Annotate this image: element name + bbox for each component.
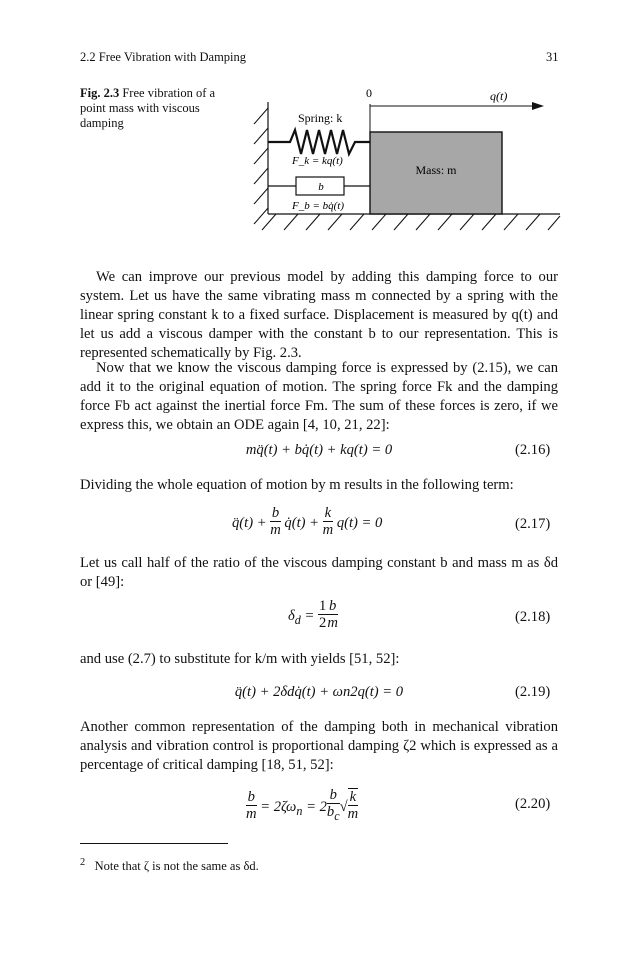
origin-label: 0 [366, 86, 372, 100]
equation-2-19: q̈(t) + 2δdq̇(t) + ωn2q(t) = 0 [234, 684, 404, 700]
mass-label: Mass: m [415, 163, 457, 177]
equation-2-20: $\frac{b}{m}$ = $2\zeta\omega_n = 2$ $\frac{b}{b_c}$ √ $\frac{k}{m}$ [246, 787, 359, 823]
footnote-rule [80, 843, 228, 844]
spring-label: Spring: k [298, 111, 343, 125]
damper-force-label: F_b = bq̇(t) [292, 200, 345, 212]
paragraph-2: Now that we know the viscous damping force is expressed by (2.15), we can add it to the original equation of motion. The spring force Fk and the damping force Fb act against the inertial force Fm. The sum of these forces is zero, if we express this, we obtain an ODE again [4, 10, 21, 22]: [80, 360, 558, 433]
displacement-label: q(t) [490, 89, 508, 103]
equation-number-2-20: (2.20) [515, 796, 551, 812]
equation-2-16: mq̈(t) + bq̇(t) + kq(t) = 0 [245, 442, 393, 458]
paragraph-5: and use (2.7) to substitute for k/m with yields [51, 52]: [80, 651, 400, 667]
equation-2-17: q̈(t) + $\frac{b}{m}$ q̇(t) + $\frac{k}{m}$ q(t) = 0 [232, 505, 383, 538]
figure-caption-label: Fig. 2.3 [80, 86, 120, 100]
footnote [80, 857, 259, 874]
equation-number-2-18: (2.18) [515, 609, 551, 625]
displacement-arrowhead [532, 102, 544, 110]
paragraph-1: We can improve our previous model by adding this damping force to our system. Let us have the same vibrating mass m connected by a spring with the linear spring constant k to a fixed surface. Displacement is measured by q(t) and let us add a viscous damper with the constant b to our representation. This is represented schematically by Fig. 2.3. [80, 269, 558, 361]
figure-caption [80, 86, 235, 131]
footnote-text: Note that ζ is not the same as δd. [94, 859, 259, 874]
damper-label: b [318, 181, 324, 193]
damped-mass-spring-diagram [240, 82, 570, 244]
figure-caption-text: Free vibration of a point mass with viscous damping [80, 86, 216, 130]
spring [268, 130, 370, 154]
page-number: 31 [546, 50, 559, 64]
equation-number-2-17: (2.17) [515, 516, 551, 532]
paragraph-3: Dividing the whole equation of motion by m results in the following term: [80, 477, 514, 493]
equation-number-2-19: (2.19) [515, 684, 551, 700]
equation-number-2-16: (2.16) [515, 442, 551, 458]
spring-force-label: F_k = kq(t) [292, 155, 343, 167]
ground-hatching [262, 214, 560, 230]
paragraph-4: Let us call half of the ratio of the viscous damping constant b and mass m as δd or [49]: [80, 555, 558, 590]
footnote-marker: 2 [80, 857, 86, 868]
running-header-section: 2.2 Free Vibration with Damping [80, 50, 247, 64]
equation-2-18: $\delta_d$ = $\frac{1}{2}$ $\frac{b}{m}$ [288, 598, 338, 631]
wall-hatching [254, 108, 268, 224]
paragraph-6: Another common representation of the damping both in mechanical vibration analysis and vibration control is proportional damping ζ2 which is expressed as a percentage of critical damping [18, 51, 52]: [80, 719, 558, 773]
